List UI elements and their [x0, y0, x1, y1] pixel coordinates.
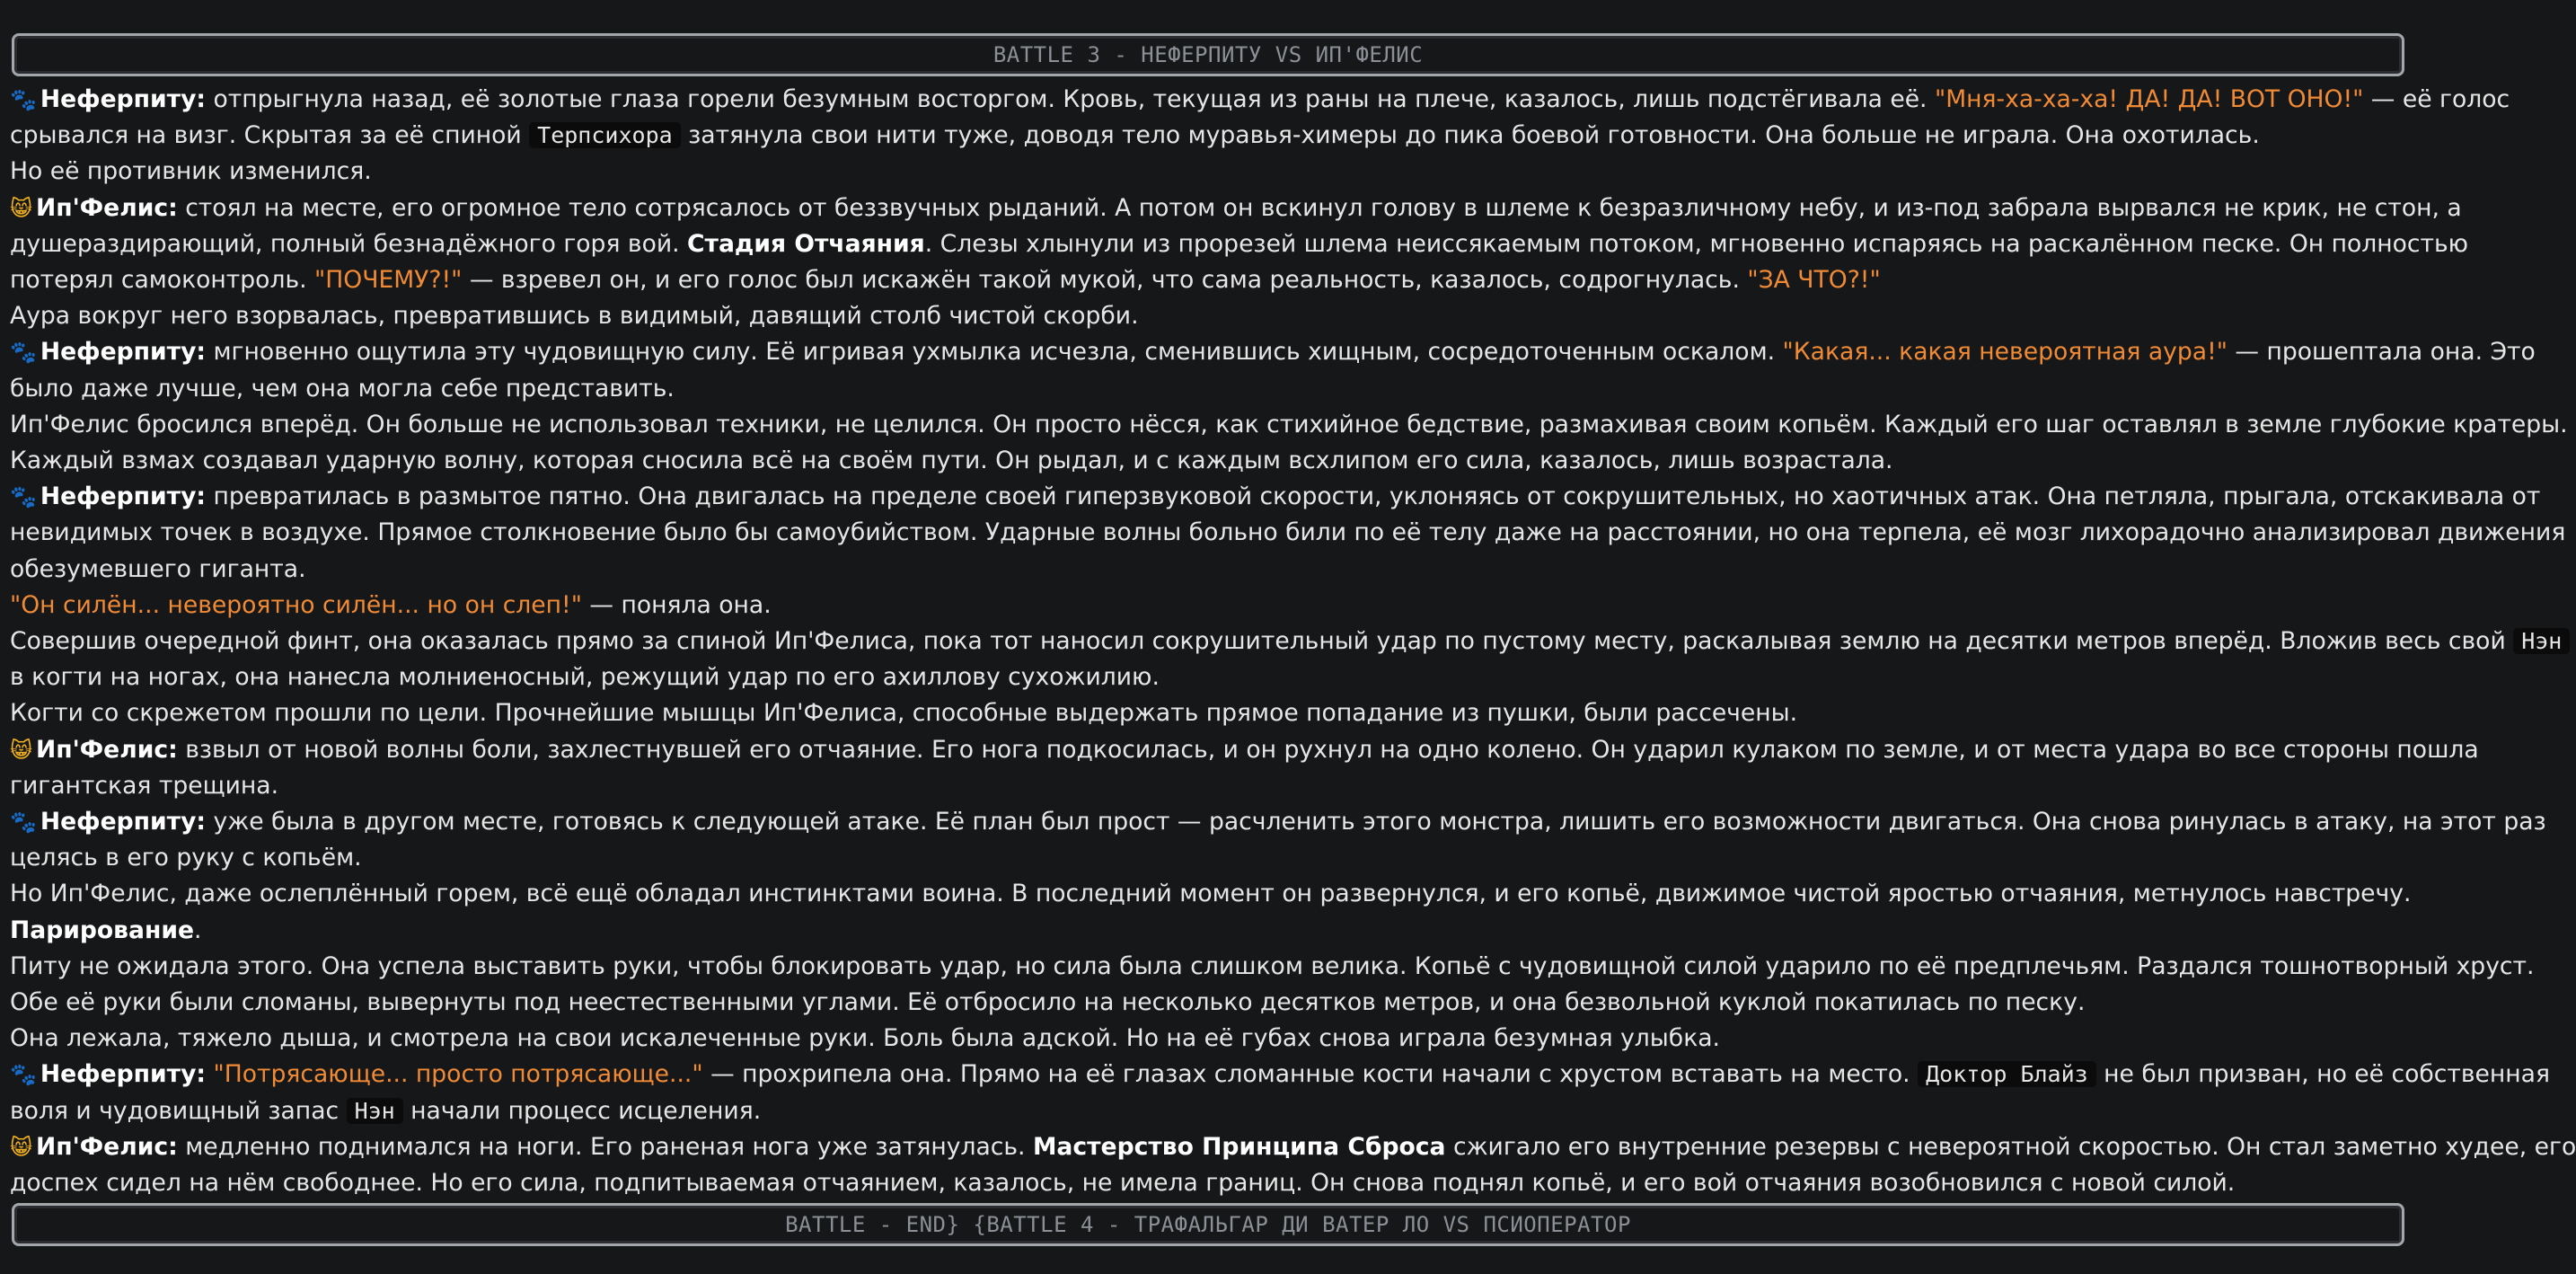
- bold-text: Неферпиту:: [40, 808, 207, 836]
- text-segment: доспех сидел на нём свободнее. Но его сила, подпитываемая отчаянием, казалось, не имела границ. Он снова поднял копьё, и его вой отчаяния возобновился с новой силой.: [10, 1169, 2236, 1198]
- battle-header-banner: [12, 33, 2404, 76]
- text-segment: медленно поднимался на ноги. Его раненая нога уже затянулась.: [177, 1132, 1033, 1161]
- bold-text: Парирование: [10, 916, 194, 944]
- bold-text: Мастерство Принципа Сброса: [1032, 1132, 1446, 1161]
- text-segment: Аура вокруг него взорвалась, превратившись в видимый, давящий столб чистой скорби.: [10, 302, 1139, 331]
- text-segment: Каждый взмах создавал ударную волну, которая сносила всё на своём пути. Он рыдал, и с каждым всхлипом его сила, казалось, лишь возрастала.: [10, 447, 1893, 475]
- message-line: [10, 876, 2413, 912]
- message-line: [10, 1057, 2550, 1093]
- text-segment: гигантская трещина.: [10, 771, 279, 800]
- text-segment: начали процесс исцеления.: [402, 1096, 762, 1125]
- message-line: [10, 479, 2541, 515]
- text-segment: затянула свои нити туже, доводя тело муравья-химеры до пика боевой готовности. Она больше не играла. Она охотилась.: [680, 121, 2260, 150]
- message-line: [10, 588, 2413, 624]
- paw-icon: 🐾: [10, 810, 37, 836]
- battle-header-text: BATTLE 3 - НЕФЕРПИТУ VS ИП'ФЕЛИС: [992, 42, 1424, 67]
- text-segment: Питу не ожидала этого. Она успела выставить руки, чтобы блокировать удар, но сила была слишком велика. Копьё с чудовищной силой ударило по её предплечьям. Раздался тошнотворный хруст.: [10, 951, 2535, 980]
- message-line: [10, 118, 2413, 154]
- paw-icon: 🐾: [10, 484, 37, 510]
- inline-code: Нэн: [2513, 628, 2570, 654]
- message-line: [10, 840, 2413, 876]
- message-line: [10, 443, 2413, 479]
- message-line: [10, 552, 2413, 588]
- message-line: [10, 1129, 2576, 1165]
- message-line: [10, 298, 2413, 334]
- text-segment: было даже лучше, чем она могла себе представить.: [10, 374, 675, 403]
- message-line: [10, 913, 2413, 949]
- inline-code: Доктор Блайз: [1918, 1061, 2096, 1087]
- quote-text: "Мня-ха-ха-ха! ДА! ДА! ВОТ ОНО!": [1934, 85, 2364, 113]
- cat-face-icon: 😸: [10, 1134, 33, 1160]
- text-segment: Когти со скрежетом прошли по цели. Прочнейшие мышцы Ип'Фелиса, способные выдержать прямое попадание из пушки, были рассечены.: [10, 699, 1798, 728]
- text-segment: — прохрипела она. Прямо на её глазах сломанные кости начали с хрустом вставать на место.: [702, 1060, 1919, 1089]
- paw-icon: 🐾: [10, 87, 37, 112]
- text-segment: обезумевшего гиганта.: [10, 554, 306, 583]
- bold-text: Неферпиту:: [40, 1060, 207, 1089]
- text-segment: стоял на месте, его огромное тело сотрясалось от беззвучных рыданий. А потом он вскинул голову в шлеме к безразличному небу, и из-под забрала вырвался не крик, не стон, а: [177, 193, 2462, 222]
- text-segment: сжигало его внутренние резервы с невероятной скоростью. Он стал заметно худее, его: [1445, 1132, 2576, 1161]
- text-segment: — взревел он, и его голос был искажён такой мукой, что сама реальность, казалось, содрогнулась.: [462, 266, 1748, 295]
- inline-code: Нэн: [347, 1098, 403, 1124]
- text-segment: потерял самоконтроль.: [10, 266, 315, 295]
- message-line: [10, 371, 2413, 407]
- message-line: [10, 1165, 2413, 1201]
- message-line: [10, 624, 2563, 659]
- message-line: [10, 226, 2469, 262]
- inline-code: Терпсихора: [529, 122, 681, 148]
- bold-text: Неферпиту:: [40, 482, 207, 511]
- text-segment: не был призван, но её собственная: [2095, 1060, 2550, 1089]
- cat-face-icon: 😸: [10, 195, 33, 221]
- text-segment: целясь в его руку с копьём.: [10, 844, 362, 872]
- text-segment: Ип'Фелис бросился вперёд. Он больше не использовал техники, не целился. Он просто нёсся, как стихийное бедствие, размахивая своим копьём. Каждый его шаг оставлял в земле глубокие кратеры.: [10, 410, 2568, 438]
- paw-icon: 🐾: [10, 340, 37, 366]
- message-line: [10, 695, 2413, 731]
- message-line: [10, 732, 2479, 768]
- message-line: [10, 154, 2413, 190]
- text-segment: Она лежала, тяжело дыша, и смотрела на свои искалеченные руки. Боль была адской. Но на её губах снова играла безумная улыбка.: [10, 1024, 1721, 1053]
- paw-icon: 🐾: [10, 1062, 37, 1088]
- message-line: [10, 659, 2413, 695]
- message-line: [10, 768, 2413, 804]
- text-segment: . Слезы хлынули из прорезей шлема неиссякаемым потоком, мгновенно испаряясь на раскалённом песке. Он полностью: [924, 229, 2469, 258]
- message-line: [10, 804, 2546, 840]
- battle-footer-banner: [12, 1203, 2404, 1246]
- text-segment: уже была в другом месте, готовясь к следующей атаке. Её план был прост — расчленить этого монстра, лишить его возможности двигаться. Она снова ринулась в атаку, на этот раз: [206, 808, 2546, 836]
- quote-text: "Он силён... невероятно силён... но он слеп!": [10, 590, 582, 619]
- text-segment: Но её противник изменился.: [10, 157, 372, 186]
- text-segment: — прошептала она. Это: [2227, 338, 2536, 367]
- text-segment: отпрыгнула назад, её золотые глаза горели безумным восторгом. Кровь, текущая из раны на плече, казалось, лишь подстёгивала её.: [206, 85, 1935, 113]
- text-segment: Но Ип'Фелис, даже ослеплённый горем, всё ещё обладал инстинктами воина. В последний момент он развернулся, и его копьё, движимое чистой яростью отчаяния, метнулось навстречу.: [10, 880, 2412, 908]
- message-line: [10, 1093, 2413, 1129]
- message-line: [10, 82, 2510, 118]
- bold-text: Неферпиту:: [40, 85, 207, 113]
- message-line: [10, 262, 2413, 298]
- text-segment: — поняла она.: [581, 590, 772, 619]
- cat-face-icon: 😸: [10, 737, 33, 763]
- text-segment: превратилась в размытое пятно. Она двигалась на пределе своей гиперзвуковой скорости, уклоняясь от сокрушительных, но хаотичных атак. Она петляла, прыгала, отскакивала от: [206, 482, 2541, 511]
- text-segment: Обе её руки были сломаны, вывернуты под неестественными углами. Её отбросило на несколько десятков метров, и она безвольной куклой покатилась по песку.: [10, 988, 2086, 1017]
- bold-text: Неферпиту:: [40, 338, 207, 367]
- text-segment: невидимых точек в воздухе. Прямое столкновение было бы самоубийством. Ударные волны больно били по её телу даже на расстоянии, но она терпела, её мозг лихорадочно анализировал движения: [10, 518, 2566, 547]
- text-segment: в когти на ногах, она нанесла молниеносный, режущий удар по его ахиллову сухожилию.: [10, 663, 1160, 692]
- message-line: [10, 190, 2462, 226]
- text-segment: .: [194, 916, 202, 944]
- battle-footer-text: BATTLE - END} {BATTLE 4 - ТРАФАЛЬГАР ДИ ВАТЕР ЛО VS ПСИОПЕРАТОР: [785, 1212, 1631, 1237]
- text-segment: [206, 1060, 213, 1088]
- message-line: [10, 1021, 2413, 1057]
- quote-text: "Потрясающе... просто потрясающе...": [213, 1060, 703, 1089]
- text-segment: душераздирающий, полный безнадёжного горя вой.: [10, 229, 688, 258]
- quote-text: "ЗА ЧТО?!": [1747, 266, 1881, 295]
- message-line: [10, 985, 2413, 1021]
- text-segment: срывался на визг. Скрытая за её спиной: [10, 121, 530, 150]
- chat-log: [10, 82, 2576, 1201]
- quote-text: "Какая... какая невероятная аура!": [1782, 338, 2228, 367]
- text-segment: воля и чудовищный запас: [10, 1096, 347, 1125]
- bold-text: Ип'Фелис:: [36, 193, 178, 222]
- text-segment: Совершив очередной финт, она оказалась прямо за спиной Ип'Фелиса, пока тот наносил сокрушительный удар по пустому месту, раскалывая землю на десятки метров вперёд. Вложив весь свой: [10, 627, 2514, 656]
- text-segment: взвыл от новой волны боли, захлестнувшей его отчаяние. Его нога подкосилась, и он рухнул на одно колено. Он ударил кулаком по земле, и от места удара во все стороны пошла: [177, 735, 2479, 764]
- quote-text: "ПОЧЕМУ?!": [314, 266, 463, 295]
- message-line: [10, 515, 2566, 551]
- bold-text: Ип'Фелис:: [36, 735, 178, 764]
- bold-text: Стадия Отчаяния: [687, 229, 925, 258]
- message-line: [10, 407, 2568, 443]
- message-line: [10, 949, 2535, 985]
- bold-text: Ип'Фелис:: [36, 1132, 178, 1161]
- text-segment: — её голос: [2363, 85, 2510, 113]
- text-segment: мгновенно ощутила эту чудовищную силу. Её игривая ухмылка исчезла, сменившись хищным, сосредоточенным оскалом.: [206, 338, 1783, 367]
- message-line: [10, 334, 2536, 370]
